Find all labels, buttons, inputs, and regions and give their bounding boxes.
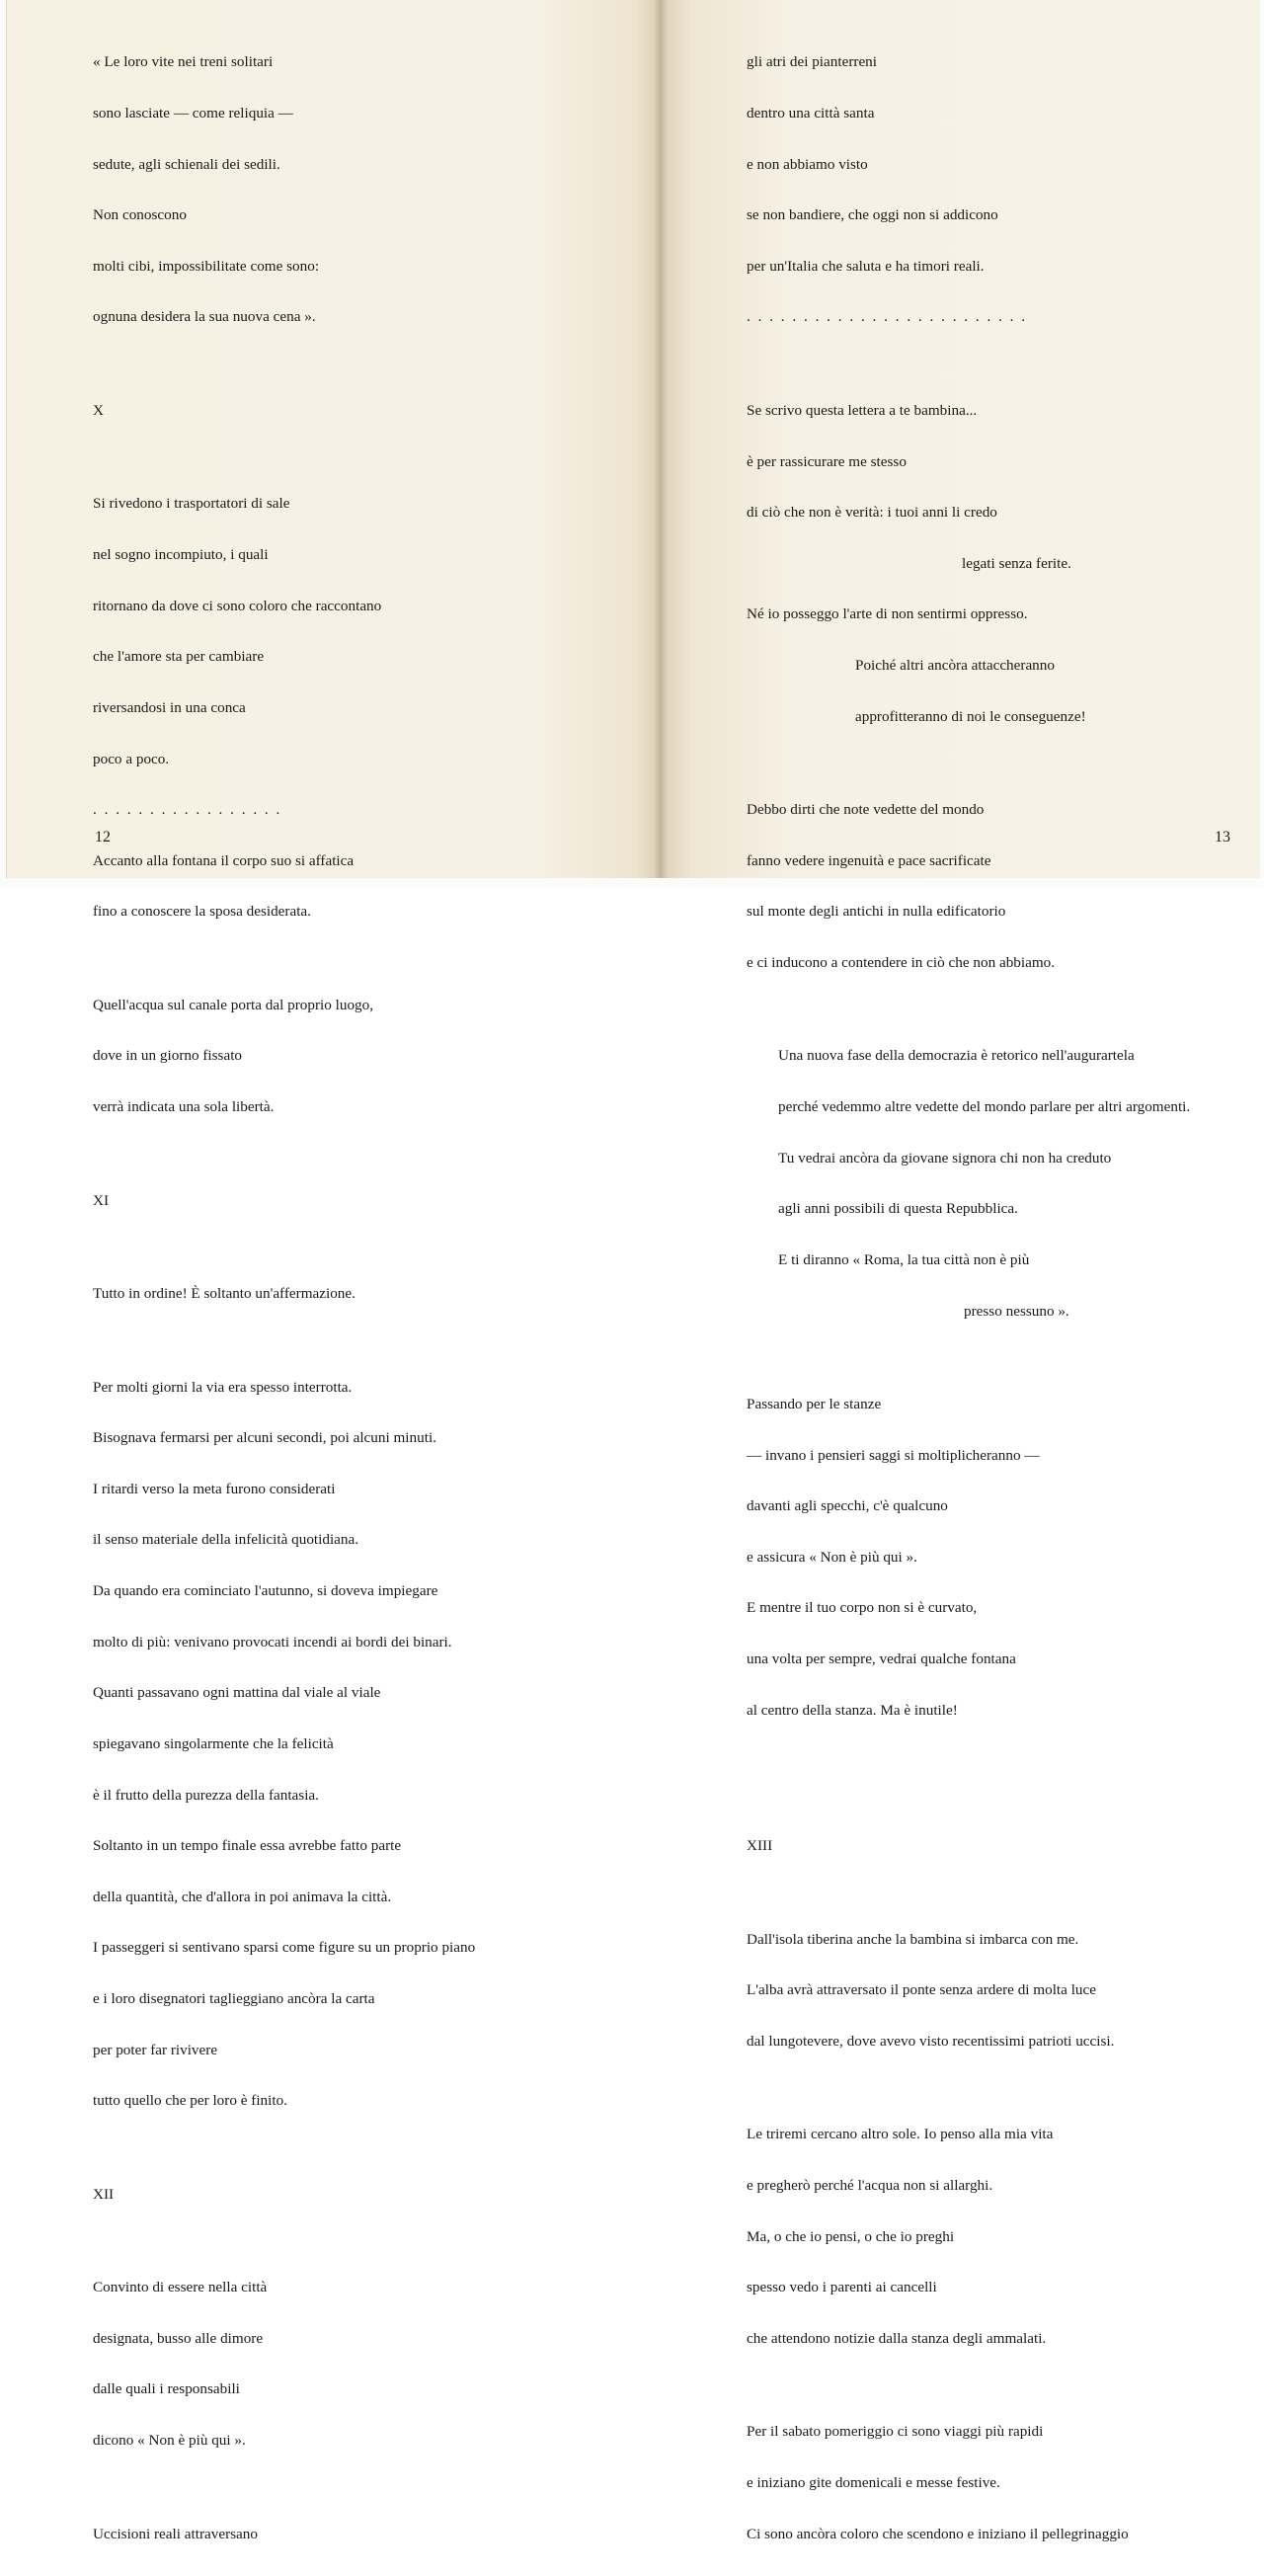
poem-line: verrà indicata una sola libertà. xyxy=(93,1098,275,1116)
poem-line: I ritardi verso la meta furono considerati xyxy=(93,1480,336,1497)
poem-line: e iniziano gite domenicali e messe festive. xyxy=(747,2473,1000,2491)
ellipsis-separator: . . . . . . . . . . . . . . . . . xyxy=(93,801,282,819)
poem-line: E ti diranno « Roma, la tua città non è più xyxy=(778,1250,1030,1268)
poem-line: agli anni possibili di questa Repubblica. xyxy=(778,1200,1018,1218)
poem-line: approfitteranno di noi le conseguenze! xyxy=(855,707,1086,725)
poem-line: L'alba avrà attraversato il ponte senza ardere di molta luce xyxy=(747,1981,1096,1999)
poem-line: Ci sono ancòra coloro che scendono e iniziano il pellegrinaggio xyxy=(747,2525,1129,2542)
section-heading: XIII xyxy=(747,1837,773,1855)
poem-line: davanti agli specchi, c'è qualcuno xyxy=(747,1497,948,1515)
poem-line: tutto quello che per loro è finito. xyxy=(93,2092,287,2110)
poem-line: dentro una città santa xyxy=(747,105,875,122)
poem-line: molto di più: venivano provocati incendi ai bordi dei binari. xyxy=(93,1633,452,1650)
poem-line: gli atri dei pianterreni xyxy=(747,53,877,71)
poem-line: Per il sabato pomeriggio ci sono viaggi più rapidi xyxy=(747,2423,1044,2441)
poem-line: Convinto di essere nella città xyxy=(93,2279,268,2296)
poem-line: « Le loro vite nei treni solitari xyxy=(93,53,274,71)
poem-line: Non conoscono xyxy=(93,206,187,224)
poem-line: dalle quali i responsabili xyxy=(93,2380,240,2398)
page-number-left: 12 xyxy=(95,829,111,845)
poem-line: e assicura « Non è più qui ». xyxy=(747,1548,917,1566)
poem-line: Soltanto in un tempo finale essa avrebbe fatto parte xyxy=(93,1837,402,1855)
poem-line: Passando per le stanze xyxy=(747,1396,882,1413)
poem-line: Poiché altri ancòra attaccheranno xyxy=(855,657,1055,675)
poem-line: dal lungotevere, dove avevo visto recentissimi patrioti uccisi. xyxy=(747,2032,1115,2050)
poem-line: nel sogno incompiuto, i quali xyxy=(93,546,269,564)
poem-line: molti cibi, impossibilitate come sono: xyxy=(93,257,320,275)
poem-line: legati senza ferite. xyxy=(962,554,1071,572)
poem-line: una volta per sempre, vedrai qualche fontana xyxy=(747,1650,1016,1668)
poem-line: Ma, o che io pensi, o che io preghi xyxy=(747,2227,955,2245)
poem-line: e pregherò perché l'acqua non si allarghi. xyxy=(747,2176,993,2194)
poem-line: e i loro disegnatori taglieggiano ancòra la carta xyxy=(93,1989,375,2007)
poem-line: Tutto in ordine! È soltanto un'affermazione. xyxy=(93,1285,356,1303)
poem-line: è per rassicurare me stesso xyxy=(747,452,907,470)
poem-line: sedute, agli schienali dei sedili. xyxy=(93,155,280,173)
poem-line: il senso materiale della infelicità quotidiana. xyxy=(93,1531,359,1549)
page-number-right: 13 xyxy=(1215,829,1230,845)
poem-line: Quanti passavano ogni mattina dal viale al viale xyxy=(93,1684,381,1702)
poem-line: che attendono notizie dalla stanza degli ammalati. xyxy=(747,2329,1047,2347)
poem-line: designata, busso alle dimore xyxy=(93,2329,264,2347)
ellipsis-separator: . . . . . . . . . . . . . . . . . . . . . . . . . xyxy=(747,308,1028,326)
poem-line: per poter far rivivere xyxy=(93,2041,218,2058)
section-heading: X xyxy=(93,401,104,419)
poem-line: Uccisioni reali attraversano xyxy=(93,2525,258,2542)
poem-line: sono lasciate — come reliquia — xyxy=(93,105,293,122)
section-heading: XII xyxy=(93,2185,115,2203)
poem-line: sul monte degli antichi in nulla edificatorio xyxy=(747,903,1006,921)
poem-line: Tu vedrai ancòra da giovane signora chi non ha creduto xyxy=(778,1149,1112,1167)
poem-line: Per molti giorni la via era spesso interrotta. xyxy=(93,1378,353,1396)
poem-line: se non bandiere, che oggi non si addicono xyxy=(747,206,998,224)
poem-line: e non abbiamo visto xyxy=(747,155,868,173)
poem-line: e ci inducono a contendere in ciò che non abbiamo. xyxy=(747,953,1056,971)
poem-line: spiegavano singolarmente che la felicità xyxy=(93,1734,334,1752)
poem-line: poco a poco. xyxy=(93,750,170,767)
poem-line: Le triremi cercano altro sole. Io penso alla mia vita xyxy=(747,2126,1054,2143)
poem-line: è il frutto della purezza della fantasia. xyxy=(93,1786,319,1804)
poem-line: perché vedemmo altre vedette del mondo parlare per altri argomenti. xyxy=(778,1098,1191,1116)
poem-line: — invano i pensieri saggi si moltiplicheranno — xyxy=(747,1446,1040,1464)
poem-line: Se scrivo questa lettera a te bambina... xyxy=(747,401,978,419)
poem-line: Né io posseggo l'arte di non sentirmi oppresso. xyxy=(747,605,1028,623)
poem-line: Dall'isola tiberina anche la bambina si imbarca con me. xyxy=(747,1930,1079,1948)
poem-line: Bisognava fermarsi per alcuni secondi, poi alcuni minuti. xyxy=(93,1429,436,1447)
poem-line: di ciò che non è verità: i tuoi anni li credo xyxy=(747,504,997,522)
poem-line: fanno vedere ingenuità e pace sacrificate xyxy=(747,851,991,869)
poem-line: spesso vedo i parenti ai cancelli xyxy=(747,2279,937,2296)
poem-line: E mentre il tuo corpo non si è curvato, xyxy=(747,1599,978,1617)
poem-line: Accanto alla fontana il corpo suo si affatica xyxy=(93,851,355,869)
poem-line: Si rivedono i trasportatori di sale xyxy=(93,495,290,513)
poem-line: per un'Italia che saluta e ha timori reali. xyxy=(747,257,985,275)
poem-line: riversandosi in una conca xyxy=(93,698,246,716)
poem-line: Una nuova fase della democrazia è retorico nell'augurartela xyxy=(778,1047,1135,1065)
poem-line: al centro della stanza. Ma è inutile! xyxy=(747,1701,958,1719)
poem-line: dove in un giorno fissato xyxy=(93,1047,243,1065)
poem-line: della quantità, che d'allora in poi animava la città. xyxy=(93,1888,392,1905)
poem-line: Da quando era cominciato l'autunno, si doveva impiegare xyxy=(93,1582,438,1600)
poem-line: ognuna desidera la sua nuova cena ». xyxy=(93,308,316,326)
poem-line: che l'amore sta per cambiare xyxy=(93,648,265,666)
section-heading: XI xyxy=(93,1191,110,1209)
poem-line: Debbo dirti che note vedette del mondo xyxy=(747,801,985,819)
poem-line: presso nessuno ». xyxy=(964,1302,1069,1320)
poem-line: ritornano da dove ci sono coloro che raccontano xyxy=(93,597,382,614)
poem-line: fino a conoscere la sposa desiderata. xyxy=(93,903,311,921)
book-gutter xyxy=(654,0,668,878)
poem-line: Quell'acqua sul canale porta dal proprio luogo, xyxy=(93,996,374,1013)
poem-line: dicono « Non è più qui ». xyxy=(93,2432,246,2450)
left-page-text xyxy=(93,20,475,2576)
poem-line: I passeggeri si sentivano sparsi come figure su un proprio piano xyxy=(93,1939,476,1957)
right-page-text xyxy=(747,20,1190,2576)
